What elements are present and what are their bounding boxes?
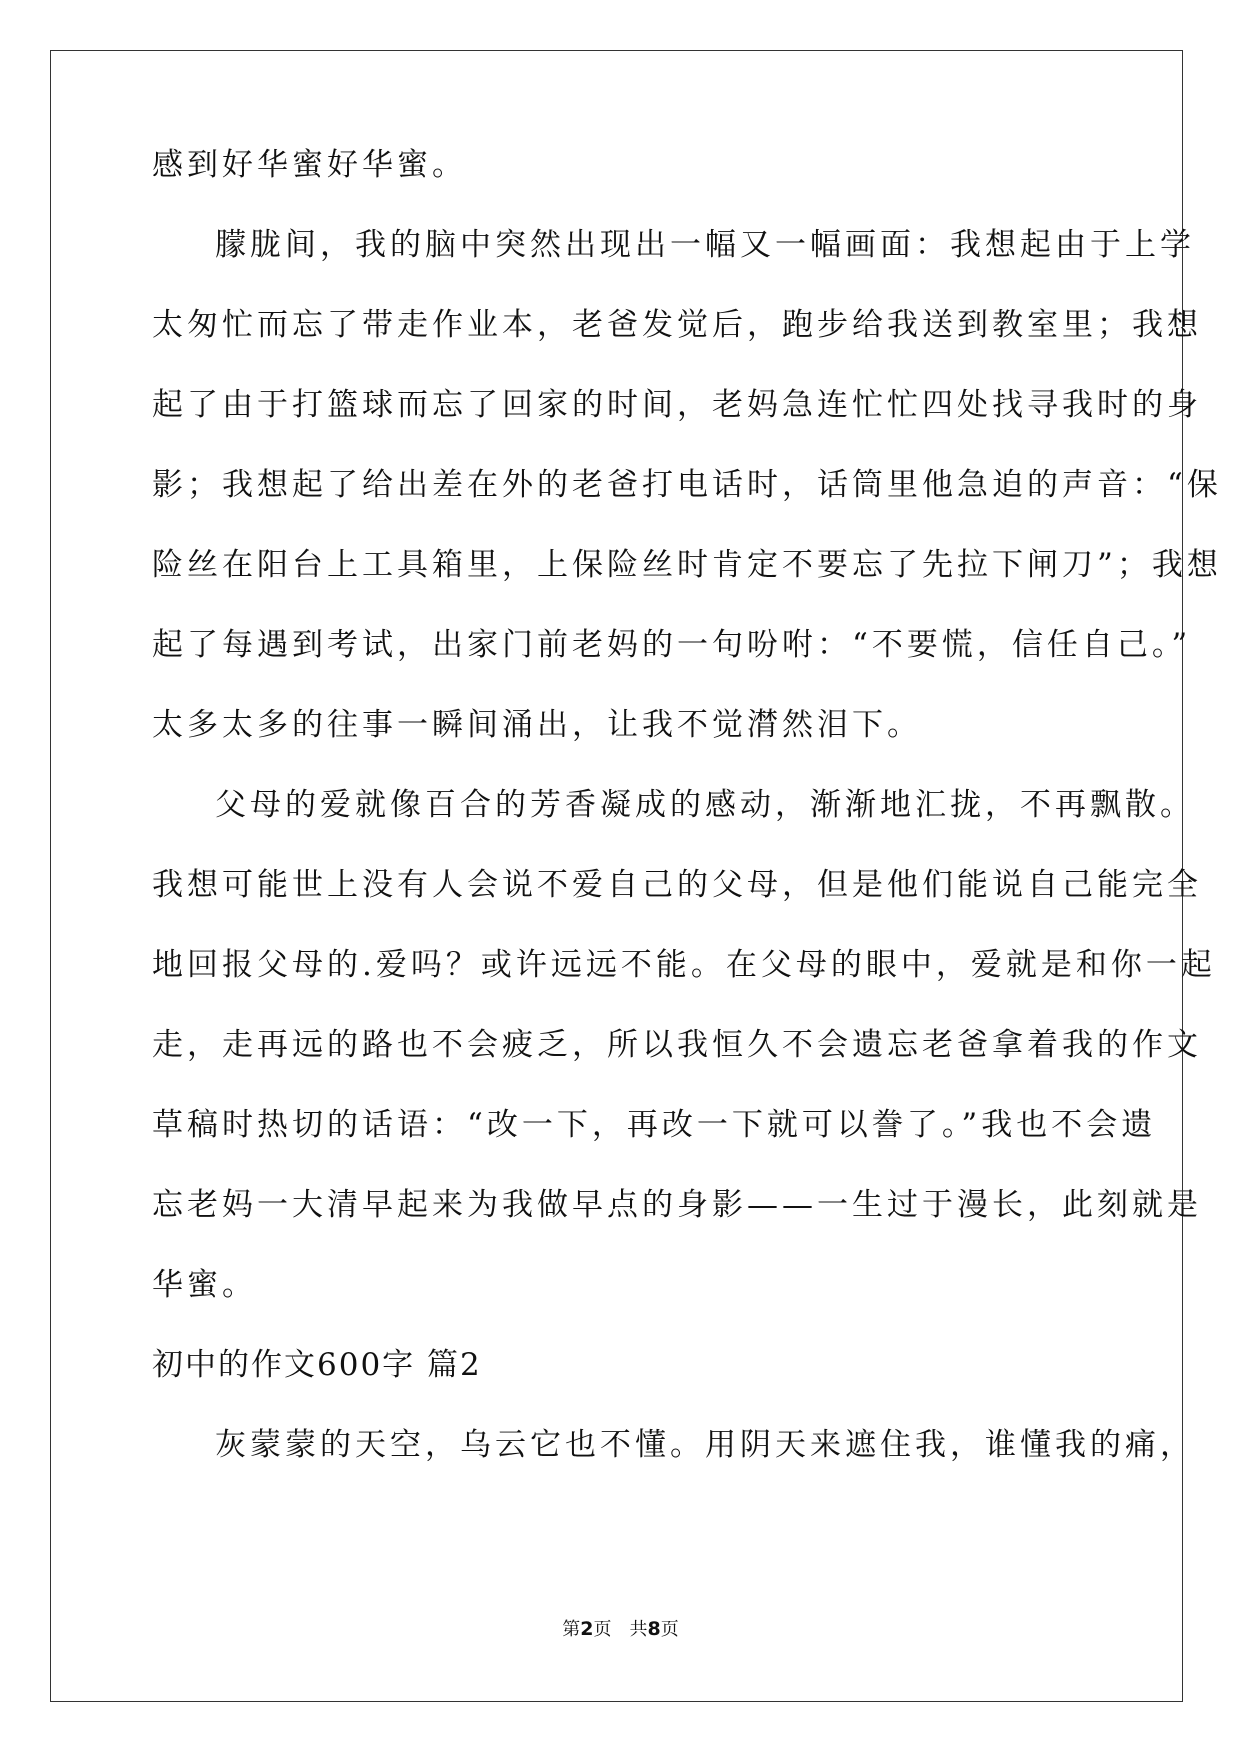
text-line: 忘老妈一大清早起来为我做早点的身影——一生过于漫长，此刻就是 <box>152 1187 1202 1223</box>
footer-prefix: 第 <box>562 1619 581 1640</box>
text-line: 太匆忙而忘了带走作业本，老爸发觉后，跑步给我送到教室里；我想 <box>152 307 1202 343</box>
text-line: 起了由于打篮球而忘了回家的时间，老妈急连忙忙四处找寻我时的身 <box>152 387 1202 423</box>
footer-mid: 页 共 <box>593 1619 648 1640</box>
text-line: 华蜜。 <box>152 1267 257 1303</box>
total-page-count: 8 <box>647 1618 661 1640</box>
text-line: 父母的爱就像百合的芳香凝成的感动，渐渐地汇拢，不再飘散。 <box>215 787 1195 823</box>
text-line: 草稿时热切的话语：“改一下，再改一下就可以誊了。”我也不会遗 <box>152 1107 1157 1143</box>
text-line: 灰蒙蒙的天空，乌云它也不懂。用阴天来遮住我，谁懂我的痛， <box>215 1427 1195 1463</box>
text-line: 走，走再远的路也不会疲乏，所以我恒久不会遗忘老爸拿着我的作文 <box>152 1027 1202 1063</box>
footer-suffix: 页 <box>660 1619 679 1640</box>
current-page-number: 2 <box>580 1618 594 1640</box>
text-line: 感到好华蜜好华蜜。 <box>152 147 467 183</box>
text-line: 影；我想起了给出差在外的老爸打电话时，话筒里他急迫的声音：“保 <box>152 467 1222 503</box>
text-line: 险丝在阳台上工具箱里，上保险丝时肯定不要忘了先拉下闸刀”；我想 <box>152 547 1222 583</box>
document-body <box>152 145 1222 1465</box>
text-line: 太多太多的往事一瞬间涌出，让我不觉潸然泪下。 <box>152 707 922 743</box>
text-line: 我想可能世上没有人会说不爱自己的父母，但是他们能说自己能完全 <box>152 867 1202 903</box>
section-heading: 初中的作文600字 篇2 <box>152 1347 482 1383</box>
text-line: 地回报父母的.爱吗？或许远远不能。在父母的眼中，爱就是和你一起 <box>152 947 1216 983</box>
page-footer <box>0 1617 1241 1642</box>
text-line: 起了每遇到考试，出家门前老妈的一句吩咐：“不要慌，信任自己。” <box>152 627 1192 663</box>
text-line: 朦胧间，我的脑中突然出现出一幅又一幅画面：我想起由于上学 <box>215 227 1195 263</box>
